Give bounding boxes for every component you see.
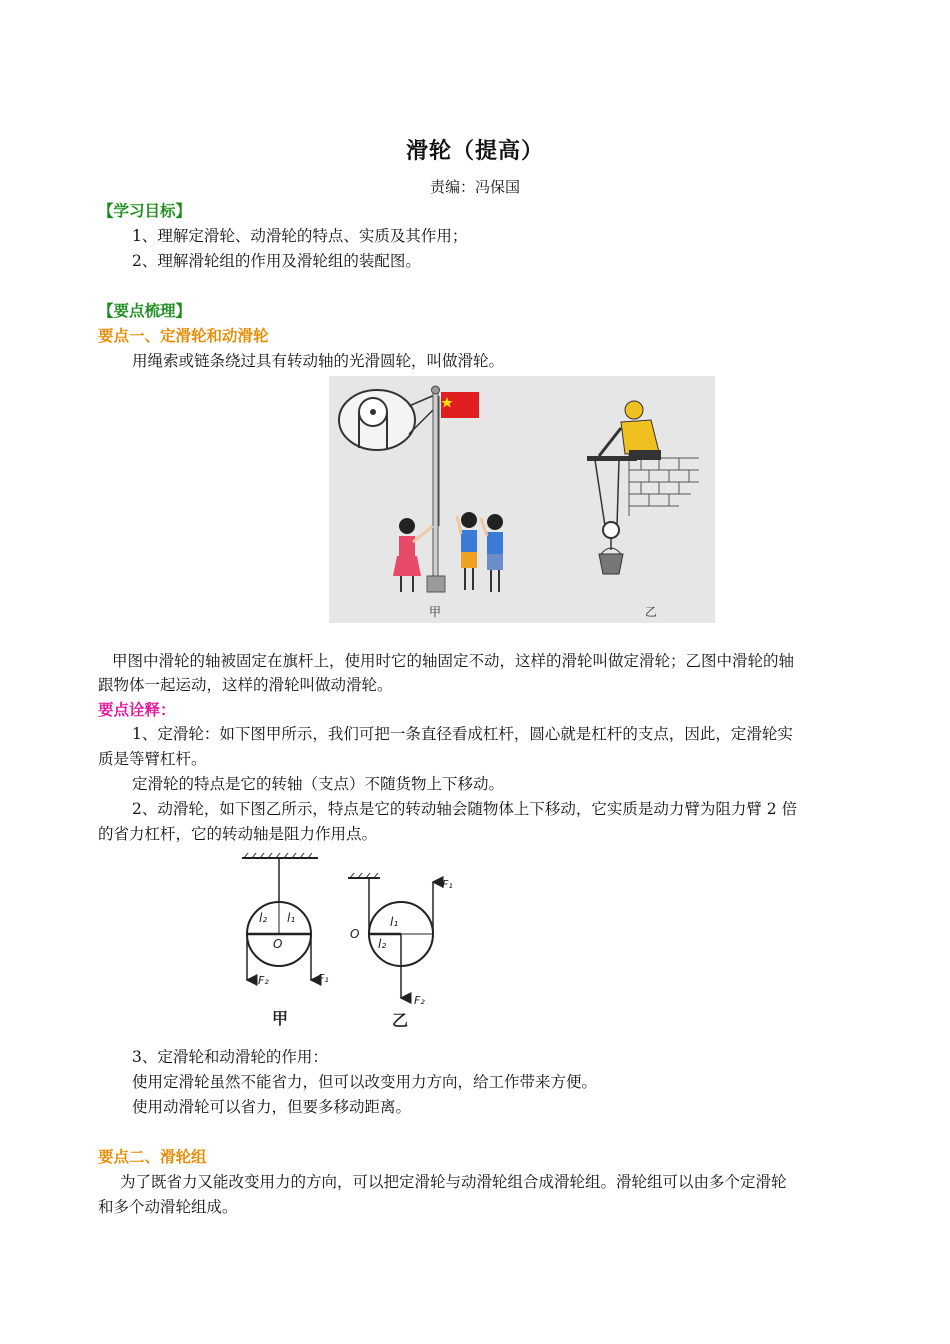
point2-line1: 为了既省力又能改变用力的方向，可以把定滑轮与动滑轮组合成滑轮组。滑轮组可以由多个定滑轮 <box>120 1173 787 1191</box>
point2-line2: 和多个动滑轮组成。 <box>98 1198 238 1216</box>
point1-heading: 要点一、定滑轮和动滑轮 <box>98 326 269 345</box>
lever-label-left: 甲 <box>272 1009 289 1028</box>
objectives-heading: 【学习目标】 <box>98 201 192 220</box>
interpret-p1-line1: 1、定滑轮：如下图甲所示，我们可把一条直径看成杠杆，圆心就是杠杆的支点，因此，定滑轮实 <box>132 725 793 743</box>
lever-diagram-figure <box>230 852 470 1034</box>
lever-label-right: 乙 <box>392 1011 409 1030</box>
pole-base <box>427 576 445 592</box>
figure1-label-right: 乙 <box>645 605 658 619</box>
fixed-l1-label: l₁ <box>287 911 296 925</box>
movable-l1-label: l₁ <box>390 915 399 929</box>
interpret-p1-line2: 质是等臂杠杆。 <box>98 750 207 768</box>
interpret-p3: 3、定滑轮和动滑轮的作用： <box>132 1048 328 1066</box>
figure1-label-left: 甲 <box>429 605 442 619</box>
point1-explain-line2: 跟物体一起运动，这样的滑轮叫做动滑轮。 <box>98 676 393 694</box>
interpret-p3a: 使用定滑轮虽然不能省力，但可以改变用力方向，给工作带来方便。 <box>132 1073 598 1091</box>
fixed-l2-label: l₂ <box>259 911 268 925</box>
objective-item-2: 2、理解滑轮组的作用及滑轮组的装配图。 <box>132 252 421 270</box>
fixed-o-label: O <box>273 937 283 951</box>
point1-explain-line1: 甲图中滑轮的轴被固定在旗杆上，使用时它的轴固定不动，这样的滑轮叫做定滑轮；乙图中滑轮的轴 <box>112 652 795 670</box>
movable-f2-label: F₂ <box>414 994 425 1007</box>
movable-f1-label: F₁ <box>442 878 453 891</box>
interpret-p2-line1: 2、动滑轮，如下图乙所示，特点是它的转动轴会随物体上下移动，它实质是动力臂为阻力臂 2 倍 <box>132 800 798 818</box>
author-line: 责编：冯保国 <box>429 178 520 196</box>
point1-intro: 用绳索或链条绕过具有转动轴的光滑圆轮，叫做滑轮。 <box>132 352 505 370</box>
pulley-scene-figure <box>329 376 715 623</box>
interpret-p3b: 使用动滑轮可以省力，但要多移动距离。 <box>132 1098 412 1116</box>
interpret-p2-line2: 的省力杠杆，它的转动轴是阻力作用点。 <box>98 825 378 843</box>
movable-pulley <box>603 522 619 538</box>
fixed-f1-label: F₁ <box>318 972 329 985</box>
bucket <box>599 554 623 574</box>
flagpole <box>433 390 438 590</box>
interpret-heading: 要点诠释： <box>98 700 176 719</box>
page-title: 滑轮（提高） <box>405 138 544 164</box>
movable-l2-label: l₂ <box>378 937 387 951</box>
interpret-p1b: 定滑轮的特点是它的转轴（支点）不随货物上下移动。 <box>132 775 505 793</box>
point2-heading: 要点二、滑轮组 <box>98 1147 207 1166</box>
fixed-pulley-diagram <box>242 853 329 1028</box>
movable-o-label: O <box>350 927 360 941</box>
fixed-f2-label: F₂ <box>258 974 269 987</box>
objective-item-1: 1、理解定滑轮、动滑轮的特点、实质及其作用； <box>132 227 468 245</box>
movable-pulley-diagram <box>348 873 453 1030</box>
summary-heading: 【要点梳理】 <box>98 301 192 320</box>
